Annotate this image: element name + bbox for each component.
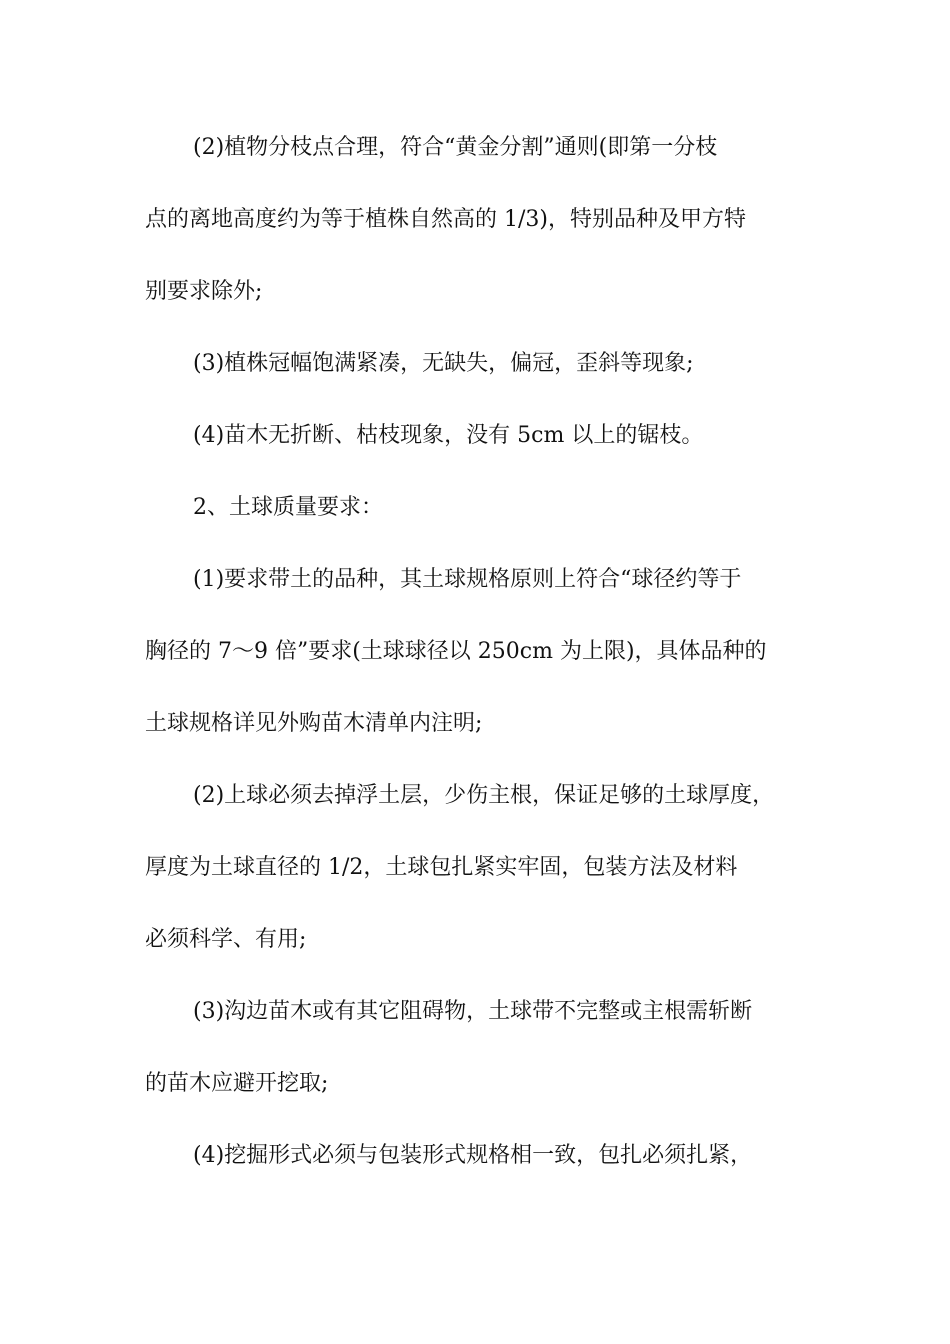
text-line-12: 必须科学、有用; (145, 927, 307, 952)
text-line-15: (4)挖掘形式必须与包装形式规格相一致，包扎必须扎紧， (193, 1143, 753, 1168)
text-line-2: 点的离地高度约为等于植株自然高的 1/3)，特别品种及甲方特 (145, 207, 746, 232)
text-line-8: 胸径的 7～9 倍”要求(土球球径以 250cm 为上限)，具体品种的 (145, 639, 767, 664)
text-line-14: 的苗木应避开挖取; (145, 1071, 329, 1096)
text-line-10: (2)上球必须去掉浮土层，少伤主根，保证足够的土球厚度， (193, 783, 775, 808)
text-line-5: (4)苗木无折断、枯枝现象，没有 5cm 以上的锯枝。 (193, 423, 704, 448)
section-heading-soil-ball: 2、土球质量要求： (193, 495, 383, 520)
text-line-11: 厚度为土球直径的 1/2，土球包扎紧实牢固，包装方法及材料 (145, 855, 738, 880)
document-body (145, 130, 810, 1210)
text-line-7: (1)要求带土的品种，其土球规格原则上符合“球径约等于 (193, 567, 742, 592)
text-line-3: 别要求除外; (145, 279, 263, 304)
text-line-4: (3)植株冠幅饱满紧凑，无缺失，偏冠，歪斜等现象; (193, 351, 694, 376)
text-line-9: 土球规格详见外购苗木清单内注明; (145, 711, 483, 736)
text-line-13: (3)沟边苗木或有其它阻碍物，土球带不完整或主根需斩断 (193, 999, 753, 1024)
text-line-1: (2)植物分枝点合理，符合“黄金分割”通则(即第一分枝 (193, 135, 718, 160)
